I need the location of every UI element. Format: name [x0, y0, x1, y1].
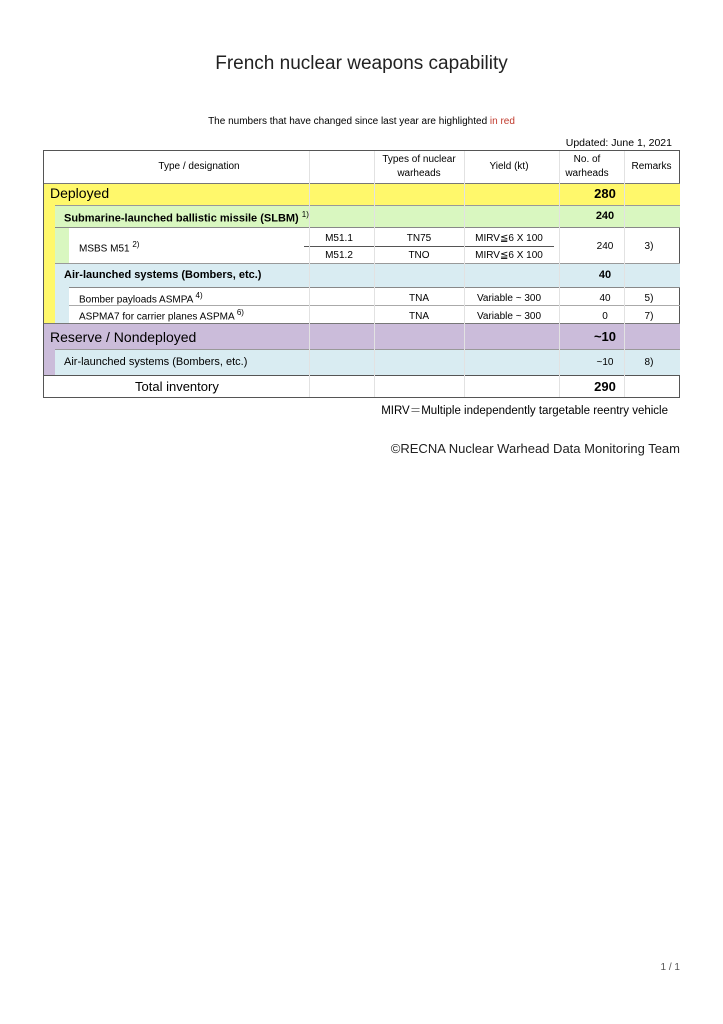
total-label: Total inventory [135, 379, 219, 394]
asmpa7-remark: 7) [644, 311, 654, 322]
deployed-count: 280 [594, 186, 616, 201]
reserve-count: ~10 [593, 329, 617, 344]
asmpa-label-text: Bomber payloads ASMPA [79, 294, 193, 306]
asmpa-count: 40 [599, 293, 611, 304]
air-label: Air-launched systems (Bombers, etc.) [64, 269, 262, 281]
page-number: 1 / 1 [660, 962, 680, 973]
column-rule [624, 151, 625, 397]
m51-2-name: M51.2 [325, 250, 353, 261]
slbm-label [64, 210, 309, 225]
asmpa-remark: 5) [644, 293, 654, 304]
page-title: French nuclear weapons capability [215, 53, 508, 74]
slbm-label-text: Submarine-launched ballistic missile (SLBM) [64, 212, 299, 225]
msbs-label [79, 240, 139, 254]
msbs-label-text: MSBS M51 [79, 243, 130, 255]
reserve-air-label: Air-launched systems (Bombers, etc.) [64, 356, 248, 368]
header-remarks: Remarks [631, 161, 672, 172]
msbs-count: 240 [596, 241, 614, 252]
asmpa7-label-text: ASPMA7 for carrier planes ASPMA [79, 311, 235, 323]
capability-table [43, 150, 680, 398]
asmpa7-count: 0 [602, 311, 608, 322]
column-rule [464, 151, 465, 397]
header-warhead-type: Types of nuclear warheads [382, 154, 456, 179]
header-count: No. of warheads [565, 154, 609, 179]
updated-date: Updated: June 1, 2021 [565, 137, 672, 149]
m51-1-yield: MIRV≦6 X 100 [475, 233, 543, 244]
total-count: 290 [594, 379, 616, 394]
air-count: 40 [598, 269, 612, 281]
asmpa-warhead: TNA [409, 293, 429, 304]
asmpa7-warhead: TNA [409, 311, 429, 322]
asmpa-yield: Variable ~ 300 [476, 293, 542, 304]
m51-1-warhead: TN75 [406, 233, 432, 244]
total-top-rule [44, 375, 680, 376]
asmpa7-footnote: 6) [236, 308, 244, 317]
change-note [0, 116, 723, 127]
deployed-side-bar [44, 205, 55, 323]
note-prefix: The numbers that have changed since last year are highlighted [208, 116, 490, 127]
column-rule [374, 151, 375, 397]
m51-2-yield: MIRV≦6 X 100 [475, 250, 543, 261]
copyright: ©RECNA Nuclear Warhead Data Monitoring Team [390, 441, 680, 456]
msbs-variant-divider [304, 246, 554, 247]
slbm-count: 240 [595, 210, 615, 222]
asmpa-label [79, 291, 203, 305]
slbm-side-bar [55, 227, 69, 263]
deployed-label: Deployed [50, 185, 110, 201]
reserve-side-bar [44, 349, 55, 375]
mirv-footnote: MIRV＝Multiple independently targetable reentry vehicle [381, 405, 668, 417]
msbs-top-rule [55, 227, 680, 228]
header-type: Type / designation [158, 161, 240, 172]
reserve-label: Reserve / Nondeployed [50, 329, 197, 345]
header-yield: Yield (kt) [489, 161, 529, 172]
msbs-remark: 3) [644, 241, 654, 252]
air-side-bar [55, 287, 69, 323]
asmpa7-yield: Variable ~ 300 [476, 311, 542, 322]
column-rule [559, 151, 560, 397]
m51-1-name: M51.1 [325, 233, 353, 244]
reserve-air-count: ~10 [596, 357, 614, 368]
note-highlight: in red [489, 116, 515, 127]
m51-2-warhead: TNO [408, 250, 430, 261]
asmpa-footnote: 4) [195, 291, 203, 300]
column-rule [309, 151, 310, 397]
msbs-footnote: 2) [132, 240, 140, 249]
reserve-air-remark: 8) [644, 357, 654, 368]
slbm-footnote: 1) [301, 210, 309, 219]
asmpa7-label [79, 308, 244, 322]
